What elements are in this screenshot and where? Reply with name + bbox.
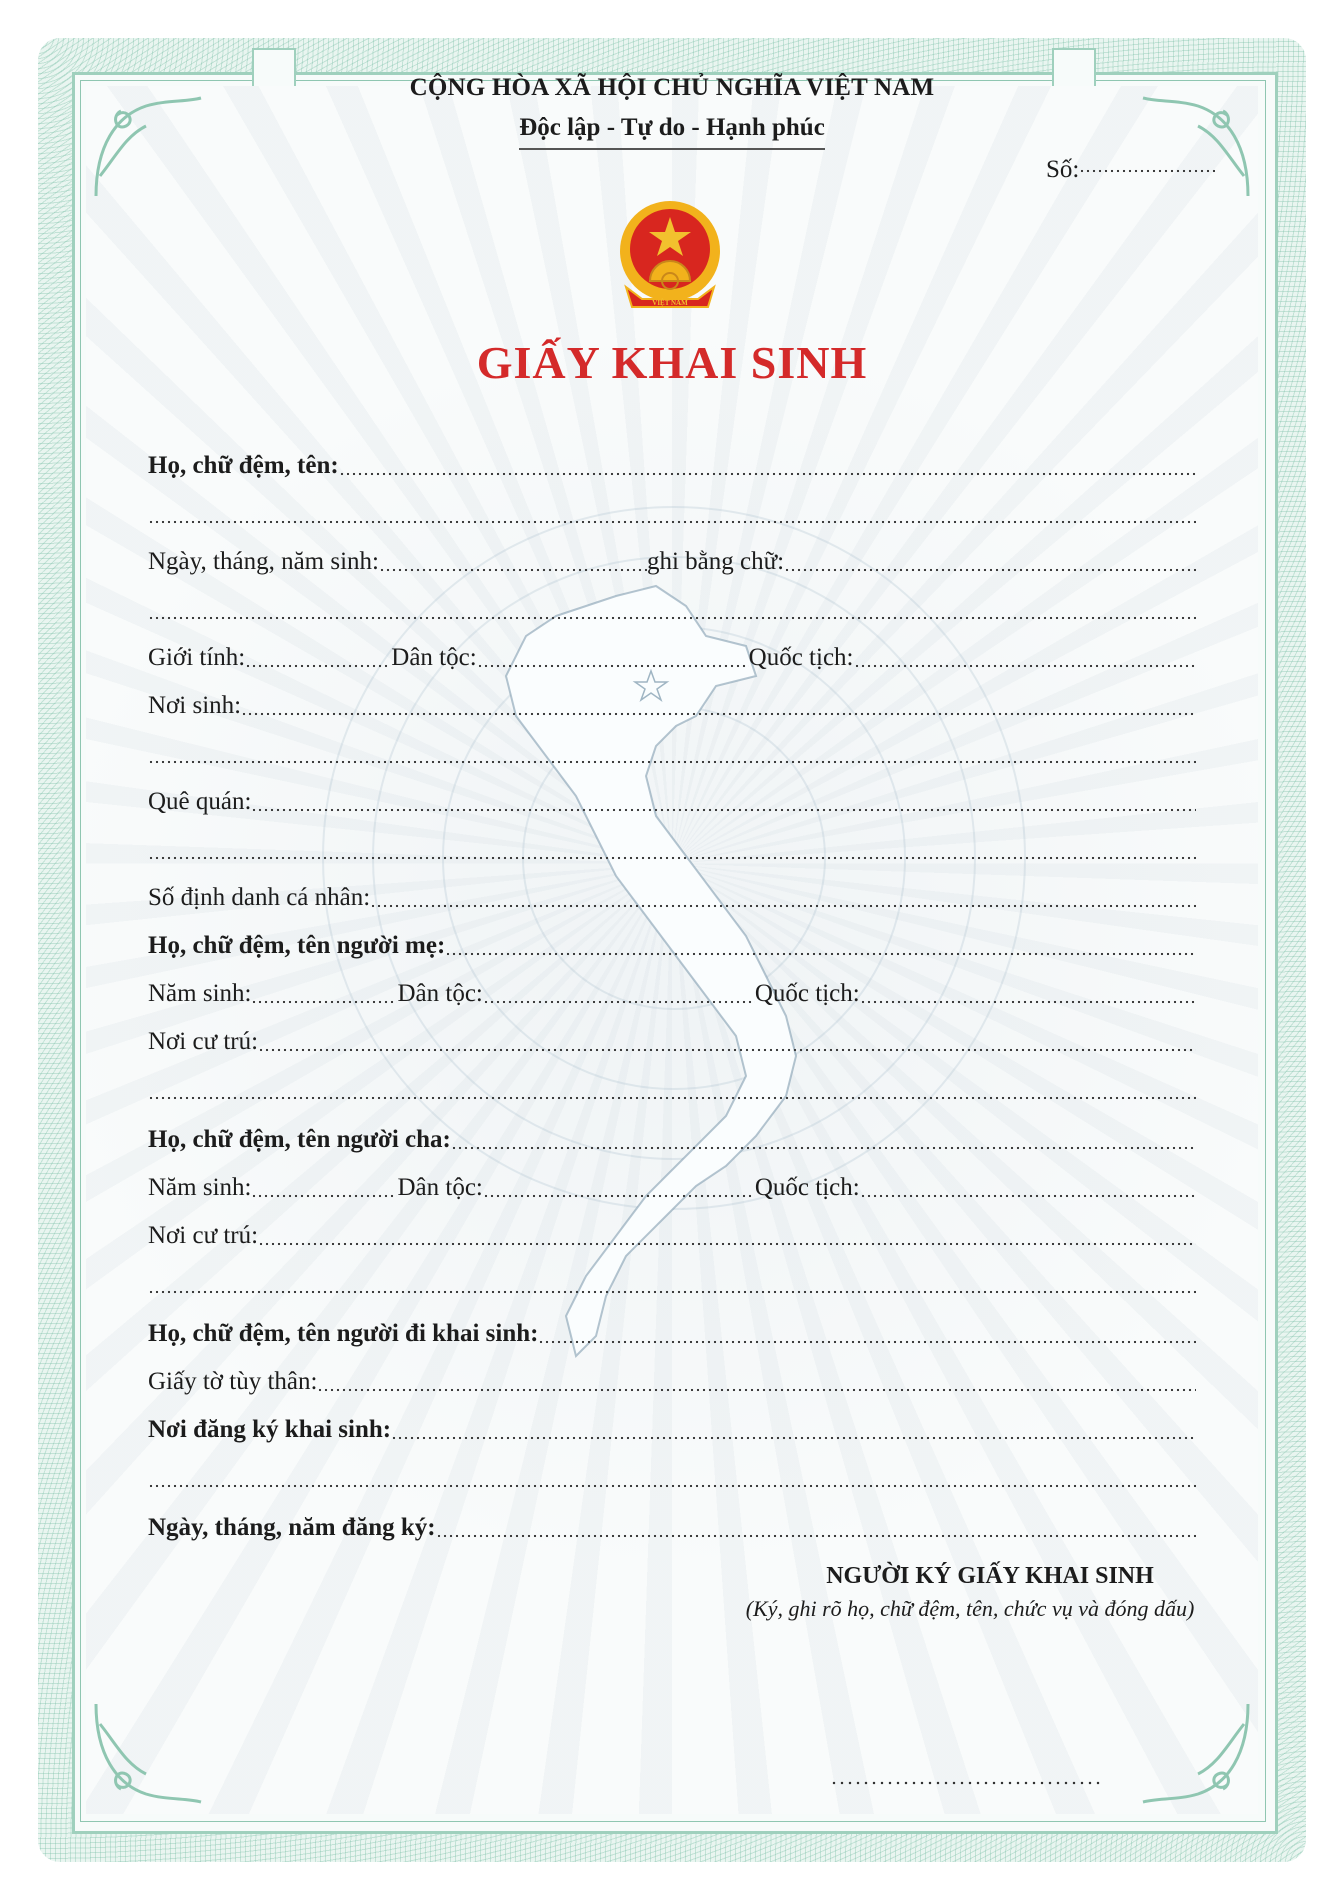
registration-place-label: Nơi đăng ký khai sinh: — [148, 1416, 392, 1443]
gender-field[interactable] — [245, 646, 391, 668]
row-birthplace-cont — [148, 734, 1196, 768]
nationality-field[interactable] — [854, 646, 1197, 668]
row-dob — [148, 542, 1196, 576]
hometown-label: Quê quán: — [148, 788, 252, 815]
document-number-label: Số: — [1046, 156, 1080, 183]
row-personal-id — [148, 878, 1196, 912]
mother-ethnicity-field[interactable] — [483, 982, 755, 1004]
row-mother-details — [148, 974, 1196, 1008]
birthplace-field-continued[interactable] — [148, 742, 1196, 764]
row-dob-cont — [148, 590, 1196, 624]
father-name-field[interactable] — [451, 1128, 1196, 1150]
row-mother-name — [148, 926, 1196, 960]
row-mother-residence-cont — [148, 1070, 1196, 1104]
dob-words-field[interactable] — [784, 550, 1196, 572]
row-father-name — [148, 1120, 1196, 1154]
row-birthplace — [148, 686, 1196, 720]
row-hometown — [148, 782, 1196, 816]
declarant-id-field[interactable] — [317, 1370, 1196, 1392]
dob-field[interactable] — [379, 550, 647, 572]
row-registration-place-cont — [148, 1458, 1196, 1492]
national-motto — [0, 114, 1344, 150]
row-gender-ethnicity — [148, 638, 1196, 672]
registration-date-label: Ngày, tháng, năm đăng ký: — [148, 1514, 436, 1541]
personal-id-field[interactable] — [370, 886, 1196, 908]
birthplace-label: Nơi sinh: — [148, 692, 242, 719]
document-number — [1046, 156, 1215, 184]
hometown-field[interactable] — [251, 790, 1196, 812]
mother-residence-field-continued[interactable] — [148, 1078, 1196, 1100]
country-name-heading: CỘNG HÒA XÃ HỘI CHỦ NGHĨA VIỆT NAM — [409, 74, 935, 101]
row-mother-residence — [148, 1022, 1196, 1056]
document-number-field[interactable] — [1079, 163, 1215, 173]
dob-words-label: ghi bằng chữ: — [646, 548, 785, 575]
mother-ethnicity-label: Dân tộc: — [397, 980, 483, 1007]
row-registration-date — [148, 1508, 1196, 1542]
father-ethnicity-field[interactable] — [483, 1176, 755, 1198]
child-name-field-continued[interactable] — [148, 502, 1196, 524]
declarant-name-field[interactable] — [538, 1322, 1196, 1344]
mother-nationality-label: Quốc tịch: — [754, 980, 860, 1007]
birthplace-field[interactable] — [241, 694, 1196, 716]
corner-ornament-icon — [1138, 1694, 1258, 1814]
father-residence-field-continued[interactable] — [148, 1272, 1196, 1294]
registration-place-field-continued[interactable] — [148, 1466, 1196, 1488]
mother-name-field[interactable] — [445, 934, 1196, 956]
row-declarant-name — [148, 1314, 1196, 1348]
nationality-label: Quốc tịch: — [748, 644, 854, 671]
emblem-ribbon-text: VIỆT NAM — [652, 299, 688, 307]
row-child-name — [148, 446, 1196, 480]
national-emblem-icon — [612, 195, 728, 317]
mother-birth-year-label: Năm sinh: — [148, 980, 252, 1007]
signer-title: NGƯỜI KÝ GIẤY KHAI SINH — [826, 1563, 1154, 1589]
father-nationality-label: Quốc tịch: — [754, 1174, 860, 1201]
corner-ornament-icon — [86, 1694, 206, 1814]
child-name-label: Họ, chữ đệm, tên: — [148, 452, 339, 479]
row-father-details — [148, 1168, 1196, 1202]
registration-place-field[interactable] — [391, 1418, 1196, 1440]
ethnicity-field[interactable] — [477, 646, 749, 668]
row-registration-place — [148, 1410, 1196, 1444]
mother-residence-label: Nơi cư trú: — [148, 1028, 259, 1055]
mother-residence-field[interactable] — [258, 1030, 1196, 1052]
declarant-name-label: Họ, chữ đệm, tên người đi khai sinh: — [148, 1320, 539, 1347]
mother-nationality-field[interactable] — [860, 982, 1196, 1004]
father-birth-year-label: Năm sinh: — [148, 1174, 252, 1201]
row-father-residence-cont — [148, 1264, 1196, 1298]
row-father-residence — [148, 1216, 1196, 1250]
row-hometown-cont — [148, 830, 1196, 864]
row-child-name-cont — [148, 494, 1196, 528]
father-residence-field[interactable] — [258, 1224, 1196, 1246]
declarant-id-label: Giấy tờ tùy thân: — [148, 1368, 318, 1395]
registration-date-field[interactable] — [436, 1516, 1196, 1538]
father-nationality-field[interactable] — [860, 1176, 1196, 1198]
signer-instructions: (Ký, ghi rõ họ, chữ đệm, tên, chức vụ và đóng dấu) — [745, 1596, 1195, 1621]
ethnicity-label: Dân tộc: — [391, 644, 477, 671]
national-motto-text: Độc lập - Tự do - Hạnh phúc — [519, 114, 825, 150]
mother-birth-year-field[interactable] — [251, 982, 397, 1004]
document-title: GIẤY KHAI SINH — [476, 337, 868, 388]
dob-words-field-continued[interactable] — [148, 598, 1196, 620]
hometown-field-continued[interactable] — [148, 838, 1196, 860]
father-ethnicity-label: Dân tộc: — [397, 1174, 483, 1201]
row-declarant-id — [148, 1362, 1196, 1396]
personal-id-label: Số định danh cá nhân: — [148, 884, 371, 911]
child-name-field[interactable] — [339, 454, 1196, 476]
father-residence-label: Nơi cư trú: — [148, 1222, 259, 1249]
gender-label: Giới tính: — [148, 644, 246, 671]
father-name-label: Họ, chữ đệm, tên người cha: — [148, 1126, 451, 1153]
mother-name-label: Họ, chữ đệm, tên người mẹ: — [148, 932, 446, 959]
father-birth-year-field[interactable] — [251, 1176, 397, 1198]
dob-label: Ngày, tháng, năm sinh: — [148, 548, 379, 575]
signature-field[interactable] — [830, 1780, 1100, 1786]
